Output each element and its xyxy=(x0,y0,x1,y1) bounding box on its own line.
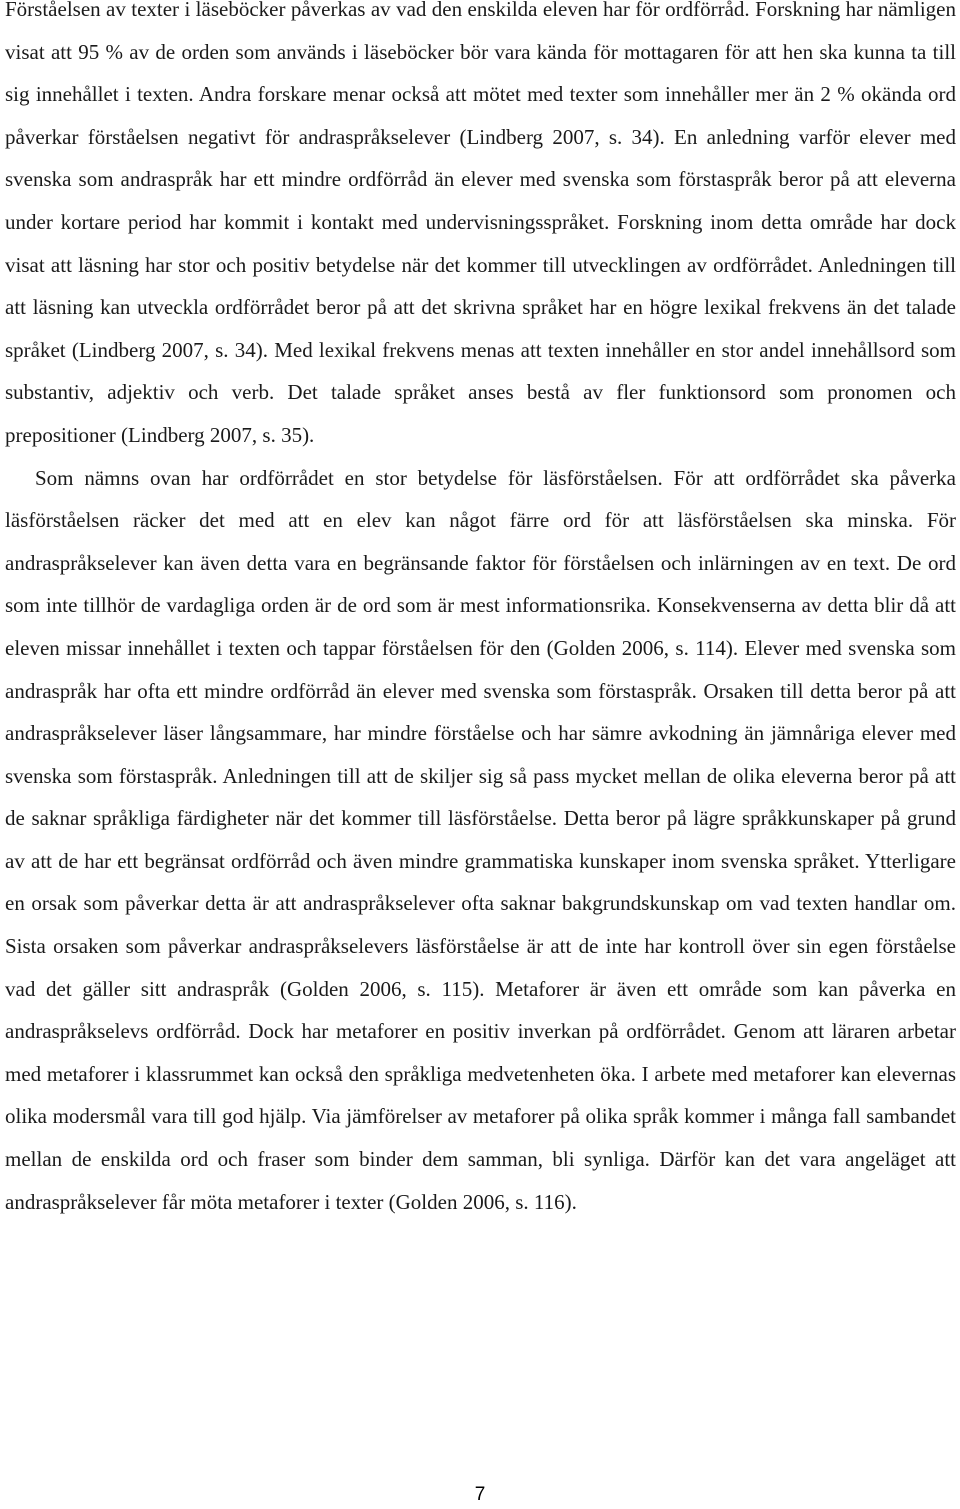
paragraph-ordforrad-forskning: Förståelsen av texter i läseböcker påverkas av vad den enskilda eleven har för ordförråd. Forskning har nämligen visat att 95 % av de orden som används i läseböcker bör vara kända för mottagaren för att hen ska kunna ta till sig innehållet i texten. Andra forskare menar också att mötet med texter som innehåller mer än 2 % okända ord påverkar förståelsen negativt för andraspråkselever (Lindberg 2007, s. 34). En anledning varför elever med svenska som andraspråk har ett mindre ordförråd än elever med svenska som förstaspråk beror på att eleverna under kortare period har kommit i kontakt med undervisningsspråket. Forskning inom detta område har dock visat att läsning har stor och positiv betydelse när det kommer till utvecklingen av ordförrådet. Anledningen till att läsning kan utveckla ordförrådet beror på att det skrivna språket har en högre lexikal frekvens än det talade språket (Lindberg 2007, s. 34). Med lexikal frekvens menas att texten innehåller en stor andel innehållsord som substantiv, adjektiv och verb. Det talade språket anses bestå av fler funktionsord som pronomen och prepositioner (Lindberg 2007, s. 35). xyxy=(5,0,956,447)
page-number: 7 xyxy=(474,1484,486,1505)
paragraph-ordforrad-lasforstaelse: Som nämns ovan har ordförrådet en stor betydelse för läsförståelsen. För att ordförrådet ska påverka läsförståelsen räcker det med att en elev kan något färre ord för att läsförståelsen ska minska. För andraspråkselever kan även detta vara en begränsande faktor för förståelsen och inlärningen av en text. De ord som inte tillhör de vardagliga orden är de ord som är mest informationsrika. Konsekvenserna av detta blir då att eleven missar innehållet i texten och tappar förståelsen för den (Golden 2006, s. 114). Elever med svenska som andraspråk har ofta ett mindre ordförråd än elever med svenska som förstaspråk. Orsaken till detta beror på att andraspråkselever läser långsammare, har mindre förståelse och har sämre avkodning än jämnåriga elever med svenska som förstaspråk. Anledningen till att de skiljer sig så pass mycket mellan de olika eleverna beror på att de saknar språkliga färdigheter när det kommer till läsförståelse. Detta beror på lägre språkkunskaper på grund av att de har ett begränsat ordförråd och även mindre grammatiska kunskaper inom svenska språket. Ytterligare en orsak som påverkar detta är att andraspråkselever ofta saknar bakgrundskunskap om vad texten handlar om. Sista orsaken som påverkar andraspråkselevers läsförståelse är att de inte har kontroll över sin egen förståelse vad det gäller sitt andraspråk (Golden 2006, s. 115). Metaforer är även ett område som kan påverka en andraspråkselevs ordförråd. Dock har metaforer en positiv inverkan på ordförrådet. Genom att läraren arbetar med metaforer i klassrummet kan också den språkliga medvetenheten öka. I arbete med metaforer kan elevernas olika modersmål vara till god hjälp. Via jämförelser av metaforer på olika språk kommer i många fall sambandet mellan de enskilda ord och fraser som binder dem samman, bli synliga. Därför kan det vara angeläget att andraspråkselever får möta metaforer i texter (Golden 2006, s. 116). xyxy=(5,465,956,1214)
body-text xyxy=(5,0,956,1223)
